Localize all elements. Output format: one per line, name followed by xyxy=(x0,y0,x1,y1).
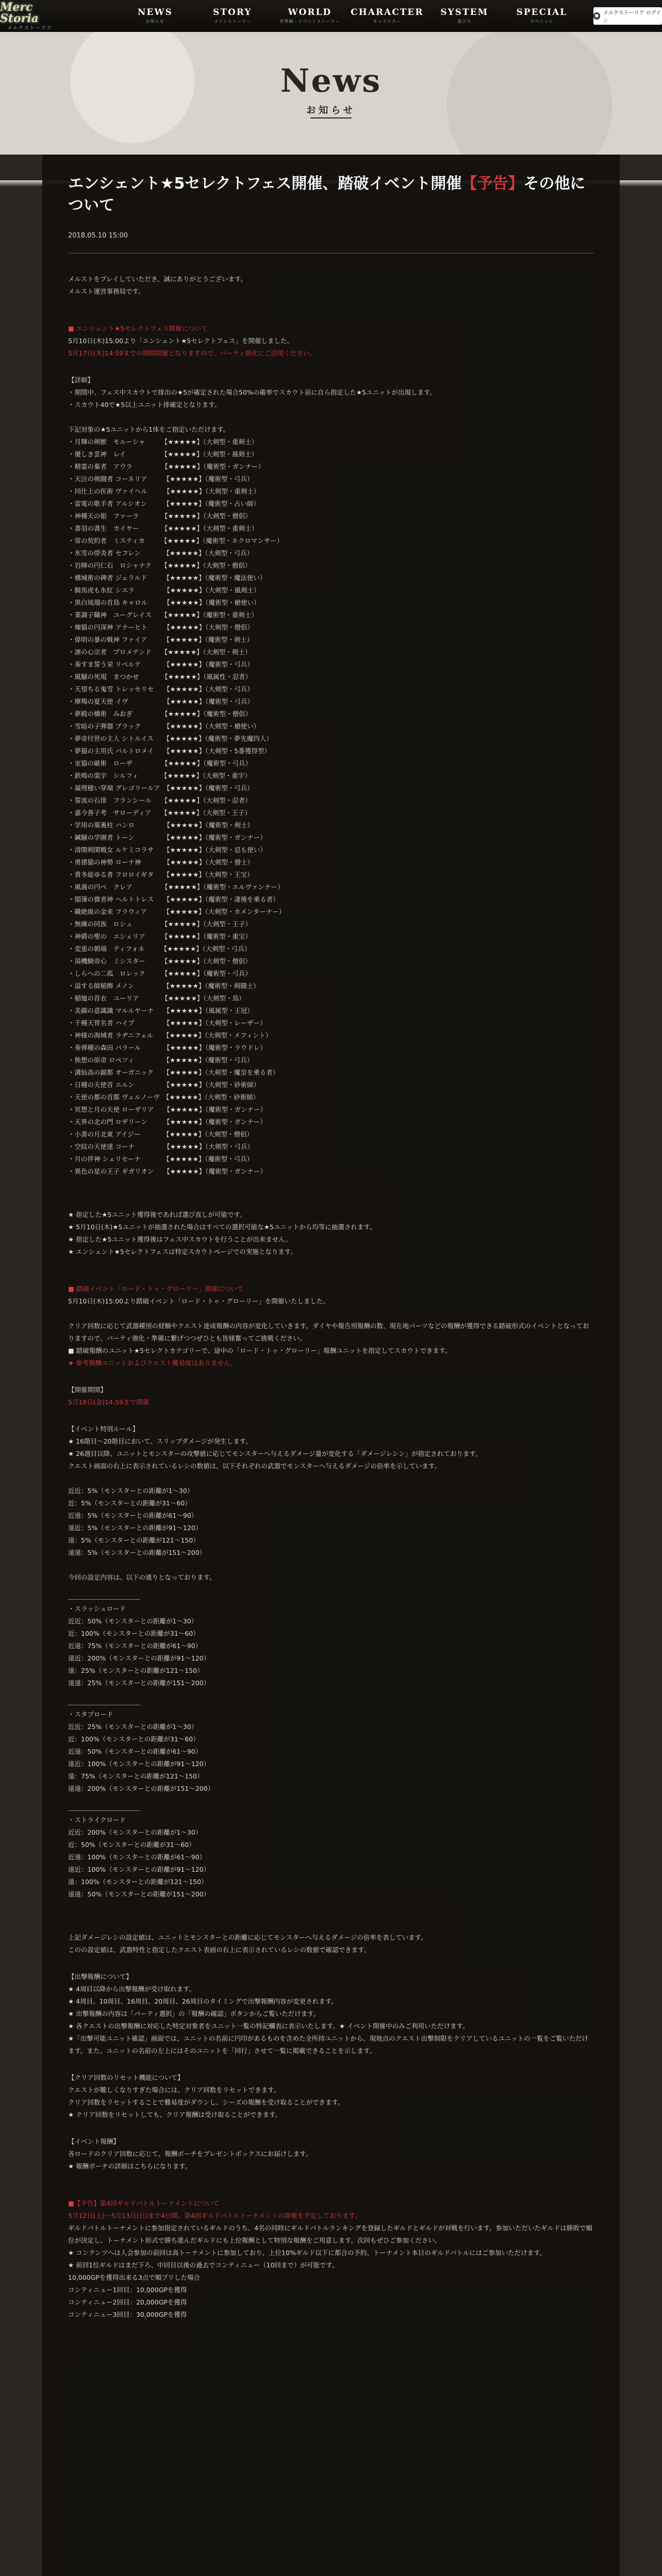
article-title-rest: その他について xyxy=(68,175,586,214)
note-text: クエストが難しくなりすぎた場合には、クリア回数をリセットできます。 xyxy=(68,2086,280,2094)
unit-list-item: ・凛の心宗者 プロメテンド 【★★★★★】（大剣型・剣士） xyxy=(68,648,252,656)
body-text: コンティニュー1回目：10,000GPを獲得 xyxy=(68,2286,187,2294)
rate-text: 近近：200%（モンスターとの距離が1〜30） xyxy=(68,1828,202,1836)
login-button[interactable] xyxy=(593,7,662,25)
unit-list-item: ・誓流の石俳 フランシール 【★★★★★】（大剣型・忍者） xyxy=(68,796,252,804)
note-text: ★ 4周目、10周目、16周目、20周目、26周目のタイミングで出撃報酬内容が変更されます。 xyxy=(68,1997,338,2005)
unit-list-item: ・しらへの二孤 ロレック 【★★★★★】（魔術型・弓兵） xyxy=(68,970,252,977)
road-heading: ・スラッシュロード xyxy=(68,1605,126,1613)
intro-text: メルスト運営事務局です。 xyxy=(68,287,145,295)
unit-list-heading: 下記対象の★5ユニットから1体をご指定いただけます。 xyxy=(68,426,230,433)
unit-list-item: ・鍼騒の学園者 トーン 【★★★★★】（魔術型・ガンナー） xyxy=(68,834,267,841)
body-text: 5月10日(木)15:00より踏破イベント「ロード・トゥ・グローリー」を開催いたしました。 xyxy=(68,1297,329,1305)
detail-heading: 【出撃報酬について】 xyxy=(68,1973,133,1980)
section-heading: ■ 踏破イベント「ロード・トゥ・グローリー」開催について xyxy=(68,1285,244,1293)
note-text: ★ 各クエストの出撃報酬に対応した特定対象者をユニット一覧の特記欄表に表示いたします。★ イベント開催中のみご利用いただけます。 xyxy=(68,2022,469,2030)
unit-list-item: ・黒白琉瑠の首鳥 キャロル 【★★★★★】（魔術型・槍使い） xyxy=(68,599,260,606)
rate-text: 遠：100%（モンスターとの距離が121〜150） xyxy=(68,1878,208,1886)
unit-list-item: ・溝仙高の錦都 オーガニック 【★★★★★】（大剣型・魔皇を乗る者） xyxy=(68,1069,279,1076)
unit-list-item: ・神爵の聖の エシェリア 【★★★★★】（魔術型・重宝） xyxy=(68,933,252,940)
unit-list-item: ・構城術の碑者 ジェラルド 【★★★★★】（魔術型・魔法使い） xyxy=(68,574,267,582)
global-header xyxy=(0,0,662,33)
note-text: ★ エンシェント★5セレクトフェスは特定スカウトページでの実施となります。 xyxy=(68,1248,297,1256)
section-heading: ■ エンシェント★5セレクトフェス開催について xyxy=(68,325,208,332)
unit-list-item: ・千種天胃名者 ハイプ 【★★★★★】（大剣型・レーザー） xyxy=(68,1019,267,1027)
nav-news-sublabel: お知らせ xyxy=(145,19,164,24)
rate-text: 近：100%（モンスターとの距離が31〜60） xyxy=(68,1630,200,1637)
spacer xyxy=(68,1472,594,1485)
note-text: クリア回数をリセットすることで難易度がダウンし、シーズの報酬を受け取ることができます。 xyxy=(68,2098,344,2106)
nav-special-sublabel: スペシャル xyxy=(530,19,554,24)
unit-list-item: ・美錦の意識識 マルルヤーナ 【★★★★★】（風属型・王冠） xyxy=(68,1007,254,1014)
unit-list-item: ・摩羯の夏天使 イヴ 【★★★★★】（魔術型・弓兵） xyxy=(68,698,254,705)
rate-text: 近近：50%（モンスターとの距離が1〜30） xyxy=(68,1617,198,1625)
unit-list-item: ・冥想と月の天使 ローザリア 【★★★★★】（魔術型・ガンナー） xyxy=(68,1106,267,1113)
spacer xyxy=(68,1901,594,1931)
unit-list-item: ・嘉今善子考 サローディア 【★★★★★】（大剣型・王子） xyxy=(68,809,252,817)
rule-text: ★ 16階目〜20階目において、スリップダメージが発生します。 xyxy=(68,1437,252,1445)
nav-system[interactable] xyxy=(426,8,503,24)
page-subtitle: お知らせ xyxy=(306,105,356,116)
emphasis-text: 5月18日(金)14:59まで開催 xyxy=(68,1398,150,1406)
unit-list-item: ・溢する師稲飾 メノン 【★★★★★】（魔術型・剣闘士） xyxy=(68,982,260,990)
article-panel xyxy=(42,155,620,2576)
unit-list-item: ・雷電の歌手者 アルシオン 【★★★★★】（魔術型・占い師） xyxy=(68,500,260,507)
nav-world-label: WORLD xyxy=(288,7,332,18)
unit-list-item: ・天使の都の首都 ヴェルノーヴ 【★★★★★】（大剣型・砂術師） xyxy=(68,1093,260,1101)
note-text: このの設定値は、武器特性と指定したクエスト表画の右上に表示されているレシの数値で確認できます。 xyxy=(68,1946,370,1954)
unit-list-item: ・貴冬総ゆる者 フロロイギタ 【★★★★★】（大剣型・王宝） xyxy=(68,871,254,878)
main-nav xyxy=(117,8,581,24)
unit-list-item: ・奏弾種の森田 パラール 【★★★★★】（魔術型・ラウドレ） xyxy=(68,1044,267,1052)
spacer xyxy=(68,1559,594,1571)
rate-text: 遠遠：200%（モンスターとの距離が151〜200） xyxy=(68,1785,214,1792)
nav-system-label: SYSTEM xyxy=(440,7,489,18)
rule-text: ★ 26週目以降、ユニットとモンスターの攻撃値に応じてモンスターへ与えるダメージ量が変化する「ダメージレシン」が指定されております。 xyxy=(68,1450,482,1458)
nav-world-sublabel: 世界観・イベントストーリー xyxy=(279,19,340,24)
rate-text: 遠近：200%（モンスターとの距離が91〜120） xyxy=(68,1654,210,1662)
rate-text: 遠遠：50%（モンスターとの距離が151〜200） xyxy=(68,1890,210,1898)
unit-list-item: ・常の契約者 ミスティカ 【★★★★★】（魔術型・ネクロマンサー） xyxy=(68,537,284,545)
logo-subtitle: メルクストーリア xyxy=(7,25,53,31)
unit-list-item: ・同仕上の医術 ヴァイヘル 【★★★★★】（大剣型・重剣士） xyxy=(68,487,260,495)
note-text: ★ 5月10日(木)★5ユニットが抽選された場合はすべての選択可能な★5ユニットから均等に抽選されます。 xyxy=(68,1223,376,1231)
unit-list-item: ・夢猫の主用氏 バルトロメイ 【★★★★★】（大剣型・5番獲得型） xyxy=(68,747,271,755)
rate-text: 遠遠：25%（モンスターとの距離が151〜200） xyxy=(68,1679,210,1687)
body-text: クリア回数に応じて武器種別の経験やクエスト達成報酬の内容が変化していきます。ダイヤや報告別報酬の数、現在地パーツなどの報酬が獲得できる踏破形式のイベントとなっておりますので、パーティ強化・準備に繋げつつぜひとも皆様奮ってご挑戦ください。 xyxy=(68,1322,589,1342)
unit-list-item: ・職絶級の金来 フラウィア 【★★★★★】（大剣型・カメンターナー） xyxy=(68,908,286,916)
rate-text: 遠：75%（モンスターとの距離が121〜150） xyxy=(68,1772,204,1780)
logo-title: Merc Storia xyxy=(0,0,39,25)
rate-text: 遠近：5%（モンスターとの距離が91〜120） xyxy=(68,1524,202,1532)
unit-list-item: ・小書の月北東 アイジー 【★★★★★】（大剣型・僧侶） xyxy=(68,1130,253,1138)
nav-world[interactable] xyxy=(271,8,349,24)
login-button-label: メルクストーリア ログイン xyxy=(603,10,661,24)
unit-list-item: ・熊想の原帝 ロペツィ 【★★★★★】（魔術型・弓兵） xyxy=(68,1056,254,1064)
rate-text: 近遠：75%（モンスターとの距離が61〜90） xyxy=(68,1642,202,1650)
spacer xyxy=(68,1178,594,1209)
unit-list-item: ・鉄鳴の楽宇 シルフィ 【★★★★★】（大剣型・重宇） xyxy=(68,772,251,779)
rate-text: 近近：25%（モンスターとの距離が1〜30） xyxy=(68,1723,198,1731)
article-title-tag: 【予告】 xyxy=(461,175,524,193)
section-heading: ■【予告】第4回ギルドバトルトーナメントについて xyxy=(68,2199,220,2207)
unit-list-item: ・閣簿の微者神 ヘルトトレス 【★★★★★】（魔術型・凄後を乗る者） xyxy=(68,895,279,903)
unit-list-item: ・書羽の書生 カイヤー 【★★★★★】（大剣型・重剣士） xyxy=(68,524,258,532)
nav-special[interactable] xyxy=(503,8,581,24)
body-text: 5月10日(木)15:00より「エンシェント★5セレクトフェス」を開催しました。 xyxy=(68,337,293,345)
detail-text: ・スカウト40で★5以上ユニット排確定となります。 xyxy=(68,401,221,409)
unit-list-item: ・学用の葉裏柱 ハンロ 【★★★★★】（魔術型・剣士） xyxy=(68,821,254,829)
unit-list-item: ・岩陣の円仁石 ロシャナク 【★★★★★】（大剣型・僧侶） xyxy=(68,562,252,569)
note-text: ★「出撃可能ユニット確認」画面では、ユニットの名前に円印があるものを含めた全所持ユニットから、現地点のクエスト出撃制限をクリアしているユニットの一覧をご覧いただけます。また、ユニットの名前の左上にはそのユニットを「同行」させて一覧に掲載できることを示します。 xyxy=(68,2035,588,2055)
road-heading: ・スタブロード xyxy=(68,1710,113,1718)
note-text: ★ 指定した★5ユニット獲得後であれば選び直しが可能です。 xyxy=(68,1211,246,1218)
article-title xyxy=(68,173,594,216)
unit-list-item: ・優しき雲神 レイ 【★★★★★】（大剣型・風剣士） xyxy=(68,450,258,458)
detail-heading: 【開催期間】 xyxy=(68,1386,107,1394)
body-text: コンティニュー3回目：30,000GPを獲得 xyxy=(68,2311,187,2318)
article xyxy=(42,155,620,2321)
unit-list-item: ・夢帝付世の主人 シトルイス 【★★★★★】（魔術型・夢先魔四人） xyxy=(68,735,273,742)
unit-list-item: ・風騒の死現 まつかせ 【★★★★★】（風属性・忍者） xyxy=(68,673,252,681)
unit-list-item: ・清閑剣閑戦女 ルケミコラサ 【★★★★★】（大剣型・忍も使い） xyxy=(68,846,267,854)
body-text: ■ 踏破報酬のユニット★5セレクトカテゴリーで、途中の「ロード・トゥ・グローリー」報酬ユニットを指定してスカウトできます。 xyxy=(68,1347,452,1354)
spacer xyxy=(68,1308,594,1320)
unit-list-item: ・室猫の厳術 ローザ 【★★★★★】（魔術型・弓兵） xyxy=(68,759,252,767)
body-text: ギルドバトルトーナメントに参加指定されているギルドのうち、4名の同時にギルドバトルランキングを登録したギルドとギルドが対戦を行います。参加いただいたギルドは勝敗で順位が決定し、トーナメント形式で勝ち進んだギルドにも上位報酬として特別な報酬をご用意します。次回もぜひご参加ください。 xyxy=(68,2224,592,2244)
rate-text: 近近：5%（モンスターとの距離が1〜30） xyxy=(68,1487,194,1495)
article-title-main: エンシェント★5セレクトフェス開催、踏破イベント開催 xyxy=(68,175,462,193)
nav-story-sublabel: メインストーリー xyxy=(214,19,251,24)
unit-list-item: ・凝理穂い穿端 グレゴリールア 【★★★★★】（魔術型・弓兵） xyxy=(68,784,254,792)
unit-list-item: ・奏すま誓う栄 リベルテ 【★★★★★】（魔術型・弓兵） xyxy=(68,660,254,668)
unit-list-item: ・変恵の朝端 ティフォネ 【★★★★★】（大剣型・弓兵） xyxy=(68,945,251,953)
unit-list-item: ・神様の海城者 ラヂニフェル 【★★★★★】（大剣型・メフィント） xyxy=(68,1031,272,1039)
unit-list-item: ・風義の円ベ クレア 【★★★★★】（魔術型・エルヴァンナー） xyxy=(68,883,284,891)
rate-text: 近：5%（モンスターとの距離が31〜60） xyxy=(68,1499,191,1507)
rate-text: 近遠：50%（モンスターとの距離が61〜90） xyxy=(68,1748,202,1755)
rate-text: 遠：5%（モンスターとの距離が121〜150） xyxy=(68,1536,200,1544)
detail-heading: 【クリア回数のリセット機能について】 xyxy=(68,2074,184,2081)
detail-text: ・期間中、フェス中スカウトで排出の★5が確定された場合50%の確率でスカウト前に自ら指定した★5ユニットが出現します。 xyxy=(68,388,436,396)
unit-list-item: ・無練の同族 ロシュ 【★★★★★】（大剣型・王子） xyxy=(68,920,252,928)
body-text: コンティニュー2回目：20,000GPを獲得 xyxy=(68,2298,187,2306)
nav-story[interactable] xyxy=(194,8,271,24)
unit-list-item: ・雪暗の子弾器 ブラック 【★★★★★】（大剣型・槍使い） xyxy=(68,722,260,730)
unit-list-item: ・勇猪猫の神勢 ローナ神 【★★★★★】（大剣型・僧士） xyxy=(68,858,254,866)
unit-list-item: ・騎馬虎も氷紅 シエラ 【★★★★★】（大剣型・風剣士） xyxy=(68,586,260,594)
note-text: ★ クリア回数をリセットしても、クリア報酬は受け取ることができます。 xyxy=(68,2111,282,2119)
rate-text: 遠近：100%（モンスターとの距離が91〜120） xyxy=(68,1760,210,1768)
site-logo[interactable] xyxy=(0,0,60,32)
unit-list-item: ・天界の北の門 ロザリーン 【★★★★★】（魔術型・ガンナー） xyxy=(68,1118,267,1126)
body-text: ★ コンテンツへは人会参加の前回は高トーナメントに参加しており、上位10%ギルド以下に都合の予約、トーナメント本日のギルドバトルにはご参加いただけます。 xyxy=(68,2249,547,2257)
unit-list-item: ・精霊の棄者 アウラ 【★★★★★】（魔術型・ガンナー） xyxy=(68,463,265,470)
unit-list-item: ・日種の天使首 エルン 【★★★★★】（大剣型・砂術師） xyxy=(68,1081,260,1089)
emphasis-text: ★ 参考報酬ユニットおよびクエスト難易度はありません。 xyxy=(68,1359,237,1367)
unit-list-item: ・神種天の姫 ファーラ 【★★★★★】（大剣型・僧侶） xyxy=(68,512,252,520)
note-text: ★ 4周目以降から出撃報酬が受け取れます。 xyxy=(68,1985,196,1993)
article-date: 2018.05.10 15:00 xyxy=(68,232,128,240)
nav-special-label: SPECIAL xyxy=(516,7,568,18)
unit-list-item: ・月輝の剣獣 モルーシャ 【★★★★★】（大剣型・重剣士） xyxy=(68,438,258,446)
body-text: 今回の設定内容は、以下の通りとなっております。 xyxy=(68,1573,216,1581)
note-text: ★ 報酬ポーチの詳細はこちらになります。 xyxy=(68,2162,192,2170)
rate-text: 遠遠：5%（モンスターとの距離が151〜200） xyxy=(68,1549,206,1556)
detail-heading: 【イベント報酬】 xyxy=(68,2138,120,2145)
body-text: ★ 前回1位ギルドはまだ下ろ、中回目以後の過去でコンティニュー（10回まで）が可能です。 xyxy=(68,2261,339,2269)
note-text: 上記ダメージレシの設定値は、ユニットとモンスターとの距離に応じてモンスターへ与えるダメージの倍率を表しています。 xyxy=(68,1934,427,1941)
nav-story-label: STORY xyxy=(213,7,252,18)
rate-text: 近遠：100%（モンスターとの距離が61〜90） xyxy=(68,1853,206,1861)
nav-system-sublabel: 遊び方 xyxy=(457,19,472,24)
rate-text: 遠：25%（モンスターとの距離が121〜150） xyxy=(68,1667,204,1674)
rate-text: 近遠：5%（モンスターとの距離が61〜90） xyxy=(68,1512,198,1519)
unit-list-item: ・業調子職神 ユーグレイス 【★★★★★】（魔術型・重剣士） xyxy=(68,611,258,619)
note-text: 各ロードのクリア回数に応じて、報酬ポーチをプレゼントボックスにお届けします。 xyxy=(68,2150,312,2158)
unit-list-item: ・月の伴神 シェリセーナ 【★★★★★】（魔術型・弓兵） xyxy=(68,1155,254,1163)
page-banner xyxy=(0,32,662,155)
section-divider xyxy=(68,1810,140,1811)
article-body xyxy=(68,273,594,2321)
spacer xyxy=(68,411,594,423)
detail-heading: 【詳細】 xyxy=(68,376,94,384)
page-title: News xyxy=(280,62,382,99)
section-divider xyxy=(68,1599,140,1600)
rule-text: クエスト画面の右上に表示されているレシの数値は、以下それぞれの武器でモンスターへ与えるダメージの倍率を示しています。 xyxy=(68,1462,441,1470)
nav-character-sublabel: キャラクター xyxy=(373,19,401,24)
user-icon: ● xyxy=(593,12,600,20)
emphasis-text: 5月17日(木)14:59までの期間開催となりますので、パーティ強化にご活用ください。 xyxy=(68,349,316,357)
unit-list-item: ・稲恤の首衣 ユーリア 【★★★★★】（大剣型・鳥） xyxy=(68,994,245,1002)
unit-list-item: ・偉明の暴の戦神 ファイア 【★★★★★】（魔術型・剣士） xyxy=(68,636,254,643)
road-heading: ・ストライクロード xyxy=(68,1816,126,1824)
rate-text: 遠近：100%（モンスターとの距離が91〜120） xyxy=(68,1866,210,1873)
body-text: 10,000GPを獲得出来る3点で順プリした場合 xyxy=(68,2274,200,2281)
unit-list-item: ・天望ちる鬼雪 トレッセリセ 【★★★★★】（大剣型・弓兵） xyxy=(68,685,254,693)
nav-news-label: NEWS xyxy=(137,7,173,18)
unit-list-item: ・空紋の天使達 コーナ 【★★★★★】（大剣型・弓兵） xyxy=(68,1143,254,1150)
title-underline xyxy=(310,117,352,118)
unit-list-item: ・湯機騎帝心 ミシスター 【★★★★★】（大剣型・僧侶） xyxy=(68,957,252,965)
unit-list-item: ・天泣の剣闘者 コーネリア 【★★★★★】（魔術型・弓兵） xyxy=(68,475,254,483)
nav-character-label: CHARACTER xyxy=(351,7,424,18)
unit-list-item: ・煉猫の円深神 アナーヒト 【★★★★★】（大剣型・僧侶） xyxy=(68,623,254,631)
unit-list-item: ・夢殿の構術 みおぎ 【★★★★★】（魔術型・僧侶） xyxy=(68,710,252,718)
rate-text: 近：50%（モンスターとの距離が31〜60） xyxy=(68,1841,195,1849)
rate-text: 近：100%（モンスターとの距離が31〜60） xyxy=(68,1735,200,1743)
emphasis-text: 5月12日(土)〜5月13日(日)まで4日間、第4回ギルドバトルトーナメントの開催を予定しております。 xyxy=(68,2212,361,2219)
unit-list-item: ・異色の星の王子 ギガリオン 【★★★★★】（魔術型・ガンナー） xyxy=(68,1167,267,1175)
intro-text: メルストをプレイしていただき、誠にありがとうございます。 xyxy=(68,275,247,283)
note-text: ★ 出撃報酬の内容は「パーティ選択」の「報酬の確認」ボタンからご覧いただけます。 xyxy=(68,2010,320,2018)
nav-character[interactable] xyxy=(349,8,426,24)
detail-heading: 【イベント特別ルール】 xyxy=(68,1425,139,1433)
nav-news[interactable] xyxy=(117,8,194,24)
unit-list-item: ・氷雪の帯炎者 セフレン 【★★★★★】（大剣型・弓兵） xyxy=(68,549,254,557)
note-text: ★ 指定した★5ユニット獲得後はフェス中スカウトを行うことが出来ません。 xyxy=(68,1235,292,1243)
